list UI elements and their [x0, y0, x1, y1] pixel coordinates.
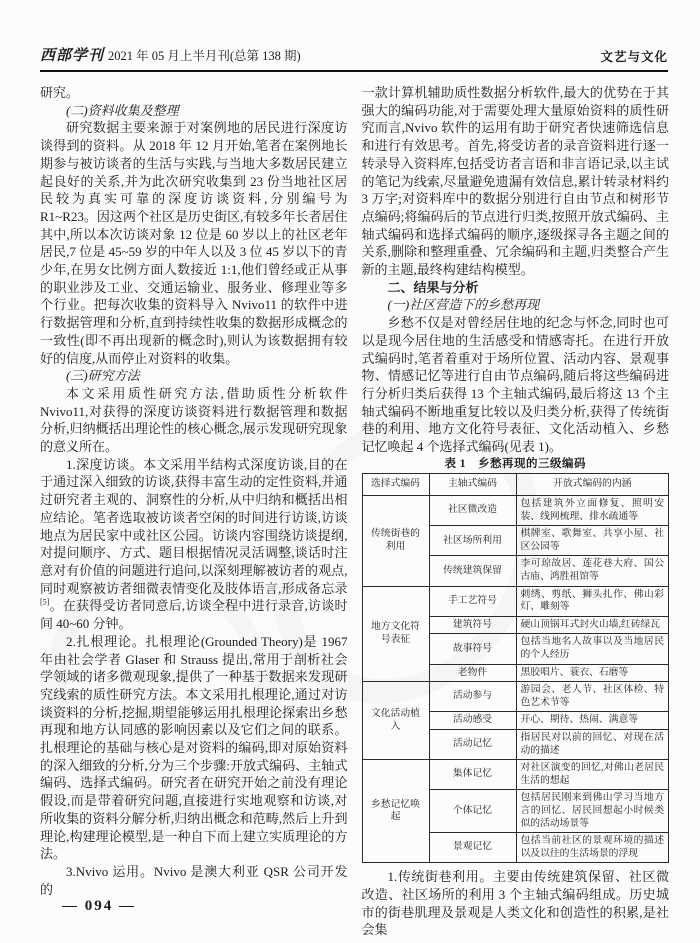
paragraph: 1.传统街巷利用。主要由传统建筑保留、社区微改造、社区场所的利用 3 个主轴式编码组成。历史城市的街巷肌理及景观是人类文化和创造性的积累,是社会集: [361, 869, 669, 938]
page-number: — 094 —: [62, 898, 136, 914]
open-code-cell: 包括居民刚来到佛山学习当地方言的回忆、居民回想起小时候类似的活动场景等: [516, 790, 669, 833]
paragraph: 乡愁不仅是对曾经居住地的纪念与怀念,同时也可以是现今居住地的生活感受和情感寄托。在进行开放式编码时,笔者着重对于场所位置、活动内容、景观事物、情感记忆等进行自由节点编码,随后将这些编码进行分析归类后获得 13 个主轴式编码,最后将这 13 个主轴式编码不断地重复比较以及归类分析,获得了传统街巷的利用、地方文化符号表征、文化活动植入、乡愁记忆唤起 4 个选择式编码(见表 1)。: [361, 315, 669, 455]
issue-info: 2021 年 05 月上半月刊(总第 138 期): [108, 49, 301, 63]
right-column: [362, 84, 670, 939]
table-group-traditional-streets: [362, 496, 669, 587]
header-rule: [40, 70, 668, 72]
table-header: [362, 474, 669, 496]
table-row: [362, 496, 669, 526]
selective-code-cell: 地方文化符号表征: [362, 586, 429, 682]
subsection-heading: (一)社区营造下的乡愁再现: [387, 297, 540, 313]
open-code-cell: 包括建筑外立面修复、照明安装、线网梳理、排水疏通等: [516, 496, 669, 526]
citation-marker: [5]: [40, 598, 50, 608]
column-header: 开放式编码的内涵: [516, 474, 669, 496]
section-heading: 二、结果与分析: [387, 279, 479, 295]
table-group-cultural-activities: [362, 682, 669, 760]
open-code-cell: 对社区演变的回忆,对佛山老居民生活的想起: [516, 760, 669, 790]
subsection-heading: (三)研究方法: [66, 368, 140, 384]
axial-code-cell: 个体记忆: [429, 790, 516, 833]
selective-code-cell: 乡愁记忆唤起: [362, 760, 429, 863]
table-group-cultural-symbols: [362, 586, 669, 682]
body-columns: [40, 84, 669, 939]
open-code-cell: 黑胶唱片、蓑衣、石磨等: [516, 664, 669, 682]
left-column: [40, 84, 348, 939]
column-header: 选择式编码: [362, 474, 429, 496]
selective-code-cell: 文化活动植入: [362, 682, 429, 760]
paragraph-text: 。在获得受访者同意后,访谈全程中进行录音,访谈时间 40~60 分钟。: [40, 598, 348, 632]
axial-code-cell: 建筑符号: [429, 616, 516, 634]
table-group-nostalgia-memory: [362, 760, 669, 863]
axial-code-cell: 活动参与: [429, 682, 516, 712]
axial-code-cell: 景观记忆: [429, 833, 516, 863]
open-code-cell: 游园会、老人节、社区体检、特色艺术节等: [516, 682, 669, 712]
axial-code-cell: 活动感受: [429, 712, 516, 730]
axial-code-cell: 社区微改造: [429, 496, 516, 526]
axial-code-cell: 传统建筑保留: [429, 556, 516, 586]
axial-code-cell: 社区场所利用: [429, 526, 516, 556]
paragraph-carryover: 研究。: [40, 85, 80, 100]
paragraph: 研究数据主要来源于对案例地的居民进行深度访谈得到的资料。从 2018 年 12 月开始,笔者在案例地长期参与被访谈者的生活与实践,与当地大多数居民建立起良好的关系,并为此次研究收集到 23 份当地社区居民较为真实可靠的深度访谈资料,分别编号为 R1~R23。因这两个社区是历史街区,有较多年长者居住其中,所以本次访谈对象 12 位是 60 岁以上的社区老年居民,7 位是 45~59 岁的中年人以及 3 位 45 岁以下的青少年,在男女比例方面人数接近 1:1,他们曾经或正从事的职业涉及工业、交通运输业、服务业、修理业等多个行业。把每次收集的资料导入 Nvivo11 的软件中进行数据管理和分析,直到持续性收集的数据形成概念的一致性(即不再出现新的概念时),则认为该数据拥有较好的信度,从而停止对资料的收集。: [40, 120, 348, 366]
open-code-cell: 硬山顶锅耳式封火山墙,红砖绿瓦: [516, 616, 669, 634]
open-code-cell: 开心、期待、热闹、满意等: [516, 712, 669, 730]
open-code-cell: 刺绣、剪纸、狮头扎作、佛山彩灯、雕刻等: [516, 586, 669, 616]
paragraph: 3.Nvivo 运用。Nvivo 是澳大利亚 QSR 公司开发的: [40, 863, 348, 897]
paragraph-text: 1.深度访谈。本文采用半结构式深度访谈,目的在于通过深入细致的访谈,获得丰富生动的定性资料,并通过研究者主观的、洞察性的分析,从中归纳和概括出相应结论。笔者选取被访谈者空闲的时间进行访谈,访谈地点为居民家中或社区公园。访谈内容围绕访谈提纲,对提问顺序、方式、题目根据情况灵活调整,谈话时注意对有价值的问题进行追问,以深刻理解被访者的观点,同时观察被访者细微表情变化及肢体语言,形成备忘录: [40, 456, 348, 596]
table-row: [362, 760, 669, 790]
header-left: [40, 44, 301, 65]
column-header: 主轴式编码: [429, 474, 516, 496]
open-code-cell: 李可琼故居、莲花巷大府、国公古庙、鸿胜祖馆等: [516, 556, 669, 586]
open-code-cell: 棋牌室、歌舞室、共享小屋、社区公园等: [516, 526, 669, 556]
table-row: [362, 682, 669, 712]
axial-code-cell: 老物件: [429, 664, 516, 682]
section-title: 文艺与文化: [600, 50, 668, 64]
axial-code-cell: 集体记忆: [429, 760, 516, 790]
table-caption: 表 1 乡愁再现的三级编码: [444, 457, 587, 470]
axial-code-cell: 手工艺符号: [429, 586, 516, 616]
journal-logo: 西部学刊: [40, 48, 105, 64]
paragraph: [40, 456, 348, 633]
open-code-cell: 指居民对以前的回忆、对现在活动的描述: [516, 729, 669, 759]
paragraph: 2.扎根理论。扎根理论(Grounded Theory)是 1967 年由社会学者 Glaser 和 Strauss 提出,常用于剖析社会学领域的诸多微观现象,提供了一种基于数据来发现研究线索的质性研究方法。本文采用扎根理论,通过对访谈资料的分析,挖掘,期望能够运用扎根理论探索出乡愁再现和地方认同感的影响因素以及它们之间的联系。扎根理论的基础与核心是对资料的编码,即对原始资料的深入细致的分析,分为三个步骤:开放式编码、主轴式编码、选择式编码。研究者在研究开始之前没有理论假设,而是带着研究问题,直接进行实地观察和访谈,对所收集的资料分解分析,归纳出概念和范畴,然后上升到理论,构建理论模型,是一种自下而上建立实质理论的方法。: [40, 633, 348, 862]
table-row: [362, 586, 669, 616]
paragraph: 本文采用质性研究方法,借助质性分析软件 Nvivo11,对获得的深度访谈资料进行数据管理和数据分析,归纳概括出理论性的核心概念,展示发现研究现象的意义所在。: [40, 385, 348, 455]
paragraph-carryover: 一款计算机辅助质性数据分析软件,最大的优势在于其强大的编码功能,对于需要处理大量原始资料的质性研究而言,Nvivo 软件的运用有助于研究者快速筛选信息和进行有效思考。首先,将受访者的录音资料进行逐一转录导入资料库,包括受访者言语和非言语记录,以主试的笔记为线索,尽量避免遗漏有效信息,累计转录材料约 3 万字;对资料库中的数据分别进行自由节点和树形节点编码;将编码后的节点进行归类,按照开放式编码、主轴式编码和选择式编码的顺序,逐级探寻各主题之间的关系,删除和整理重叠、冗余编码和主题,归类整合产生新的主题,最终构建结构模型。: [361, 85, 669, 278]
coding-table: [362, 473, 670, 863]
subsection-heading: (二)资料收集及整理: [66, 102, 179, 118]
axial-code-cell: 活动记忆: [429, 729, 516, 759]
table-header-row: [362, 474, 669, 496]
open-code-cell: 包括当前社区的景观环境的描述以及以往的生活场景的浮现: [516, 833, 669, 863]
selective-code-cell: 传统街巷的利用: [362, 496, 429, 587]
axial-code-cell: 故事符号: [429, 634, 516, 664]
page-header: [40, 44, 668, 65]
open-code-cell: 包括当地名人故事以及当地居民的个人经历: [516, 634, 669, 664]
